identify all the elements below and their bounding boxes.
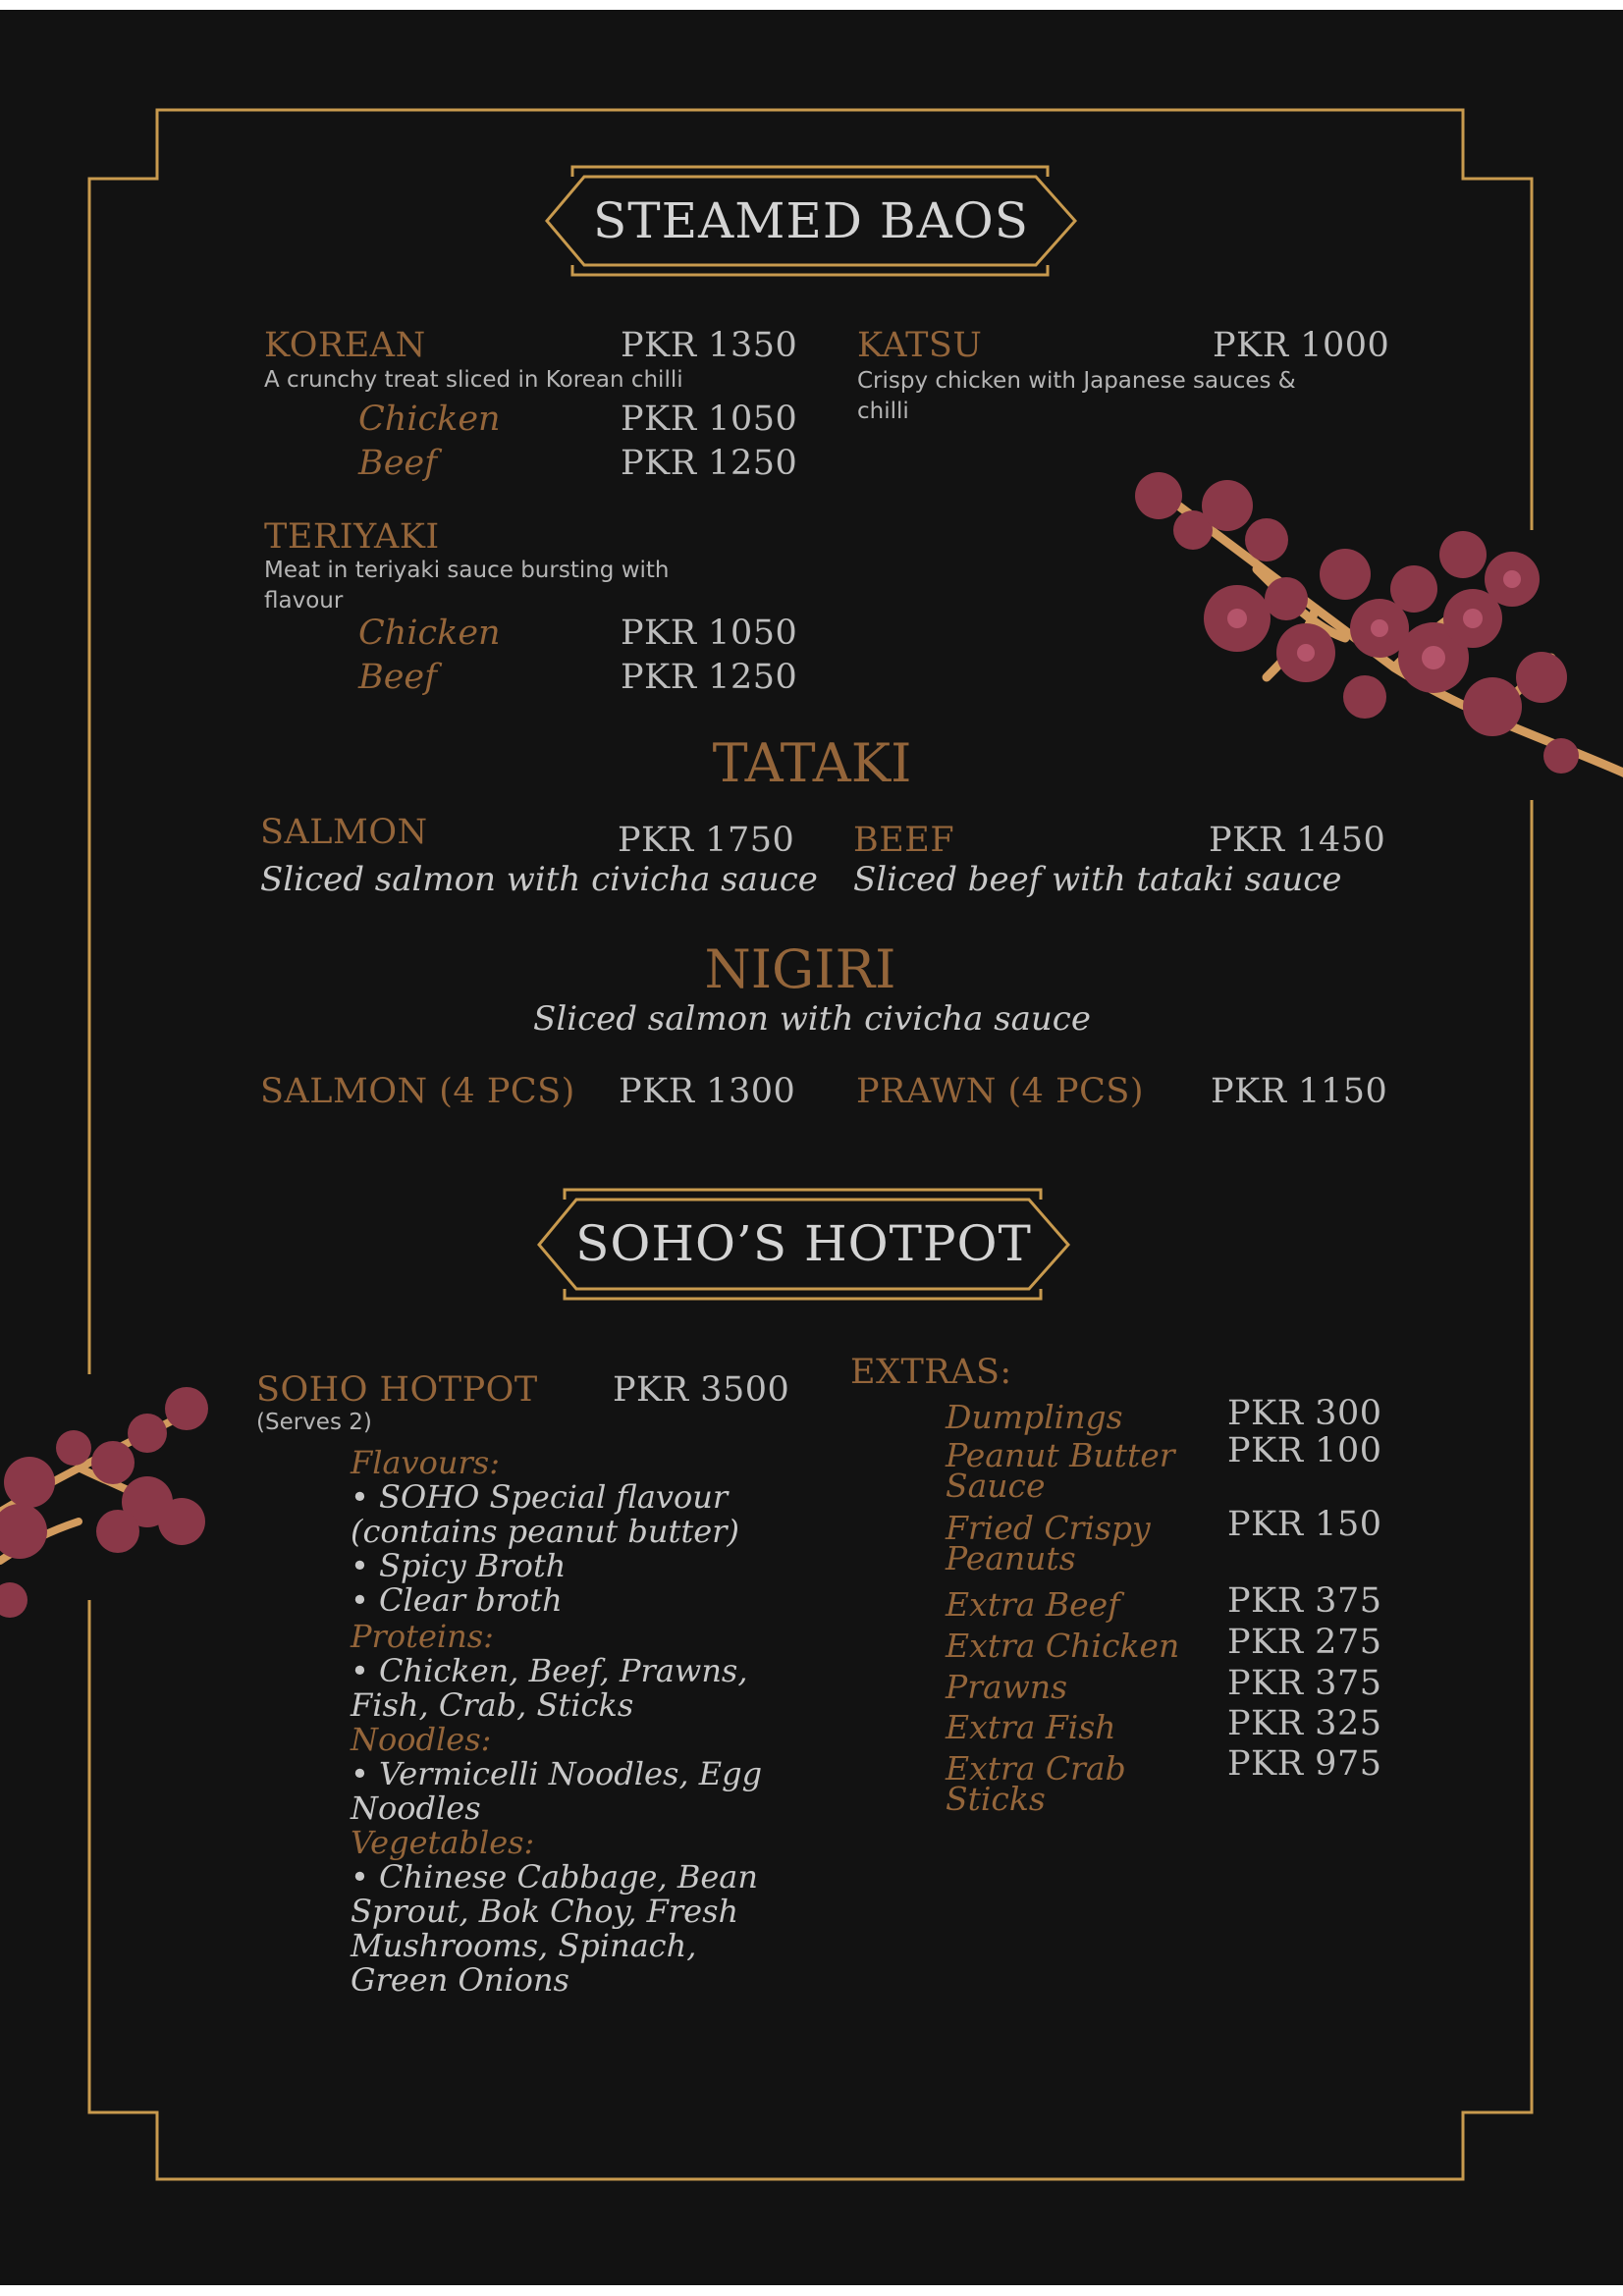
option-name-korean-chicken: Chicken [358, 400, 501, 439]
item-price-katsu: PKR 1000 [1213, 326, 1390, 365]
item-price-nigiri-salmon: PKR 1300 [619, 1072, 796, 1111]
option-price-korean-beef: PKR 1250 [621, 444, 798, 483]
section-desc-nigiri: Sliced salmon with civicha sauce [533, 999, 1091, 1039]
item-price-nigiri-prawn: PKR 1150 [1211, 1072, 1388, 1111]
item-desc-katsu: Crispy chicken with Japanese sauces & chilli [857, 368, 1296, 424]
extra-price-dumplings: PKR 300 [1227, 1394, 1382, 1433]
list-item: • Chinese Cabbage, Bean Sprout, Bok Choy, Fresh Mushrooms, Spinach, Green Onions [351, 1858, 758, 1999]
extra-price-extra-crab-sticks: PKR 975 [1227, 1744, 1382, 1784]
list-item: • Spicy Broth [351, 1547, 567, 1584]
hotpot-options-list [351, 1446, 783, 1998]
item-desc-teriyaki: Meat in teriyaki sauce bursting with flavour [264, 558, 670, 614]
item-name-katsu: KATSU [857, 326, 983, 365]
item-price-tataki-beef: PKR 1450 [1209, 821, 1386, 860]
extra-price-peanut-butter-sauce: PKR 100 [1227, 1431, 1382, 1470]
item-price-korean: PKR 1350 [621, 326, 798, 365]
section-title-nigiri: NIGIRI [704, 938, 896, 1000]
option-name-teriyaki-chicken: Chicken [358, 614, 501, 653]
cherry-blossom-icon [0, 1374, 216, 1629]
item-name-soho-hotpot: SOHO HOTPOT [256, 1370, 538, 1410]
item-name-nigiri-prawn: PRAWN (4 PCS) [856, 1072, 1144, 1111]
extra-name-extra-crab-sticks: Extra Crab Sticks [946, 1749, 1126, 1818]
item-name-nigiri-salmon: SALMON (4 PCS) [260, 1072, 575, 1111]
section-title-steamed-baos: STEAMED BAOS [593, 192, 1029, 249]
item-desc-tataki-salmon: Sliced salmon with civicha sauce [260, 860, 818, 899]
extra-name-dumplings: Dumplings [946, 1398, 1123, 1436]
item-serves-soho-hotpot: (Serves 2) [256, 1410, 372, 1435]
menu-page [0, 10, 1623, 2285]
extra-price-prawns: PKR 375 [1227, 1664, 1382, 1703]
item-desc-korean: A crunchy treat sliced in Korean chilli [264, 367, 683, 393]
option-price-teriyaki-chicken: PKR 1050 [621, 614, 798, 653]
item-desc-tataki-beef: Sliced beef with tataki sauce [853, 860, 1342, 899]
item-name-teriyaki: TERIYAKI [264, 517, 440, 557]
list-item: • SOHO Special flavour (contains peanut butter) [351, 1478, 739, 1550]
heading-proteins: Proteins: [351, 1618, 494, 1655]
cherry-blossom-icon [1119, 461, 1623, 815]
heading-vegetables: Vegetables: [351, 1824, 535, 1861]
item-name-korean: KOREAN [264, 326, 426, 365]
extra-name-prawns: Prawns [946, 1668, 1068, 1706]
extra-name-extra-fish: Extra Fish [946, 1708, 1116, 1746]
extra-price-extra-beef: PKR 375 [1227, 1581, 1382, 1621]
list-item: • Vermicelli Noodles, Egg Noodles [351, 1755, 763, 1827]
extra-name-extra-beef: Extra Beef [946, 1585, 1120, 1624]
option-name-teriyaki-beef: Beef [358, 658, 438, 697]
extra-price-fried-crispy-peanuts: PKR 150 [1227, 1505, 1382, 1544]
section-title-hotpot: SOHO’S HOTPOT [575, 1215, 1032, 1272]
extra-name-extra-chicken: Extra Chicken [946, 1627, 1180, 1665]
item-price-soho-hotpot: PKR 3500 [613, 1370, 790, 1410]
section-title-tataki: TATAKI [712, 732, 912, 794]
item-name-tataki-beef: BEEF [853, 821, 955, 860]
option-price-korean-chicken: PKR 1050 [621, 400, 798, 439]
item-price-tataki-salmon: PKR 1750 [618, 821, 795, 860]
heading-noodles: Noodles: [351, 1721, 492, 1758]
list-item: • Chicken, Beef, Prawns, Fish, Crab, Sticks [351, 1652, 748, 1724]
item-name-tataki-salmon: SALMON [260, 813, 428, 852]
extra-price-extra-chicken: PKR 275 [1227, 1623, 1382, 1662]
extra-price-extra-fish: PKR 325 [1227, 1704, 1382, 1743]
heading-flavours: Flavours: [351, 1444, 500, 1481]
extra-name-peanut-butter-sauce: Peanut Butter Sauce [946, 1436, 1175, 1505]
option-price-teriyaki-beef: PKR 1250 [621, 658, 798, 697]
list-item: • Clear broth [351, 1581, 563, 1619]
extra-name-fried-crispy-peanuts: Fried Crispy Peanuts [946, 1509, 1151, 1577]
option-name-korean-beef: Beef [358, 444, 438, 483]
extras-heading: EXTRAS: [850, 1353, 1012, 1392]
